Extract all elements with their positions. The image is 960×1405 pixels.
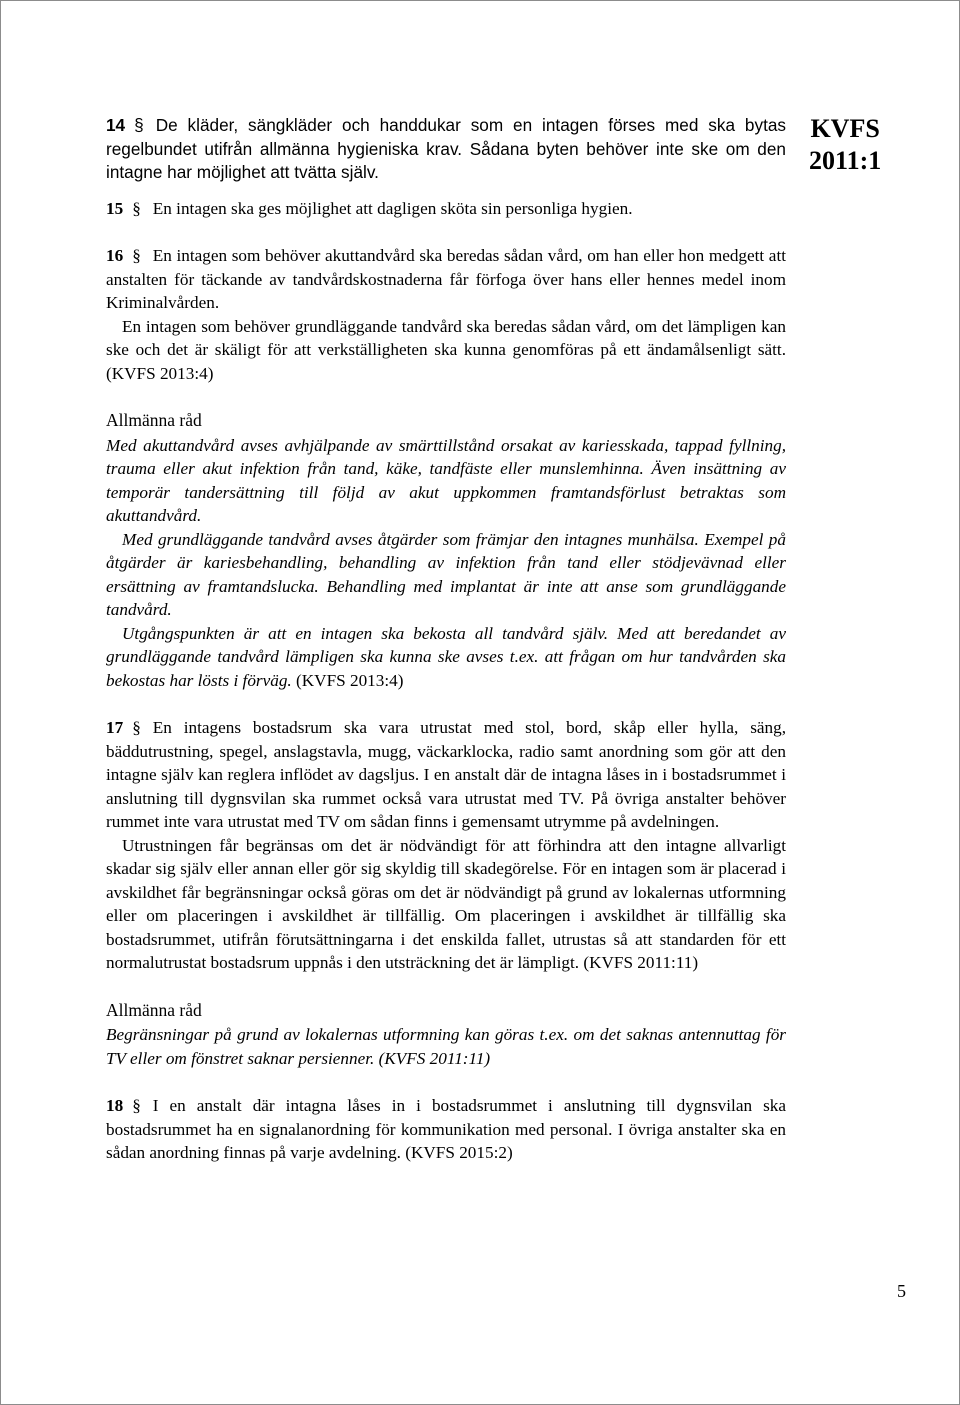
paragraph-15 — [106, 197, 786, 221]
paragraph-17-part-2: Utrustningen får begränsas om det är nödvändigt för att förhindra att den intagne allvarligt skadar sig själv eller annan eller gör sig skyldig till skadegörelse. För en intagen som är placerad i avskildhet får begränsningar också göras om det är nödvändigt på grund av lokalernas utformning eller om placeringen i avskildhet är tillfällig. Om placeringen i avskildhet är tillfällig ska bostadsrummet, utifrån förutsättningarna i det enskilda fallet, utrustas så att standarden för ett normalutrustat bostadsrum uppnås i den utsträckning det är lämpligt. (KVFS 2011:11) — [106, 835, 786, 972]
section-sign: § — [132, 198, 141, 218]
paragraph-text: Begränsningar på grund av lokalernas utformning kan göras t.ex. om det saknas antennuttag för TV eller om fönstret saknar persienner. — [106, 1025, 786, 1068]
section-number: 16 — [106, 246, 124, 265]
paragraph-text: I en anstalt där intagna låses in i bostadsrummet i anslutning till dygnsvilan ska bostadsrummet ha en signalanordning för kommunikation med personal. I övriga anstalter ska en sådan anordning finnas på varje avdelning. (KVFS 2015:2) — [106, 1096, 786, 1162]
header-year: 2011:1 — [809, 146, 882, 175]
section-number: 15 — [106, 198, 124, 218]
general-advice-heading-2: Allmänna råd — [106, 999, 202, 1020]
section-sign: § — [132, 246, 141, 265]
paragraph-14 — [106, 114, 786, 185]
section-number: 14 — [106, 115, 126, 135]
general-advice-paragraph-2: Med grundläggande tandvård avses åtgärder som främjar den intagnes munhälsa. Exempel på åtgärder är kariesbehandling, behandling av infektion från tand eller stödjevävnad eller ersättning av framtandslucka. Behandling med implantat är inte att anse som grundläggande tandvård. — [106, 529, 786, 619]
paragraph-text: De kläder, sängkläder och handdukar som en intagen förses med ska bytas regelbundet utifrån allmänna hygieniska krav. Sådana byten behöver inte ske om den intagne har möjlighet att tvätta själv. — [106, 115, 786, 182]
reference: (KVFS 2011:11) — [374, 1048, 491, 1068]
paragraph-16-part-2 — [106, 315, 786, 386]
paragraph-text: En intagen som behöver akuttandvård ska beredas sådan vård, om han eller hon medgett att anstalten för täckande av tandvårdskostnaderna får förfoga över hans eller hennes medel inom Kriminalvården. — [106, 246, 786, 312]
paragraph-18 — [106, 1094, 786, 1165]
section-number: 18 — [106, 1096, 124, 1115]
section-sign: § — [132, 1096, 141, 1115]
reference: (KVFS 2013:4) — [106, 363, 214, 383]
kvfs-header — [809, 113, 881, 177]
page-number: 5 — [897, 1281, 906, 1301]
general-advice-paragraph-3 — [106, 622, 786, 693]
general-advice-heading: Allmänna råd — [106, 410, 202, 430]
paragraph-text: En intagen som behöver grundläggande tandvård ska beredas sådan vård, om det lämpligen kan ske och det är skäligt för att verkställigheten ska kunna genomföras på ett ändamålsenligt sätt. — [106, 316, 786, 359]
section-sign: § — [132, 718, 141, 737]
document-body — [106, 114, 786, 1165]
section-number: 17 — [106, 718, 124, 737]
paragraph-17 — [106, 716, 786, 834]
general-advice-paragraph-1: Med akuttandvård avses avhjälpande av smärttillstånd orsakat av kariesskada, tappad fyllning, trauma eller akut infektion från tand, käke, tandfäste eller munslemhinna. Även insättning av temporär tandersättning till följd av akut uppkommen framtandsförlust betraktas som akuttandvård. — [106, 435, 786, 525]
paragraph-text: En intagen ska ges möjlighet att dagligen sköta sin personliga hygien. — [152, 198, 633, 218]
paragraph-text: Utgångspunkten är att en intagen ska bekosta all tandvård själv. Med att beredandet av grundläggande tandvård lämpligen ska kunna ske avses t.ex. att frågan om hur tandvården ska bekostas har lösts i förväg. — [106, 623, 786, 690]
general-advice-2-paragraph — [106, 1023, 786, 1070]
paragraph-16 — [106, 244, 786, 315]
paragraph-text: En intagens bostadsrum ska vara utrustat med stol, bord, skåp eller hylla, säng, bäddutrustning, spegel, anslagstavla, mugg, väckarklocka, radio samt anordning som gör att den intagne själv kan reglera inflödet av dagsljus. I en anstalt där de intagna låses in i bostadsrummet i anslutning till dygnsvilan ska rummet också vara utrustat med TV. På övriga anstalter behöver rummet inte vara utrustat med TV om sådan finns i gemensamt utrymme på avdelningen. — [106, 718, 786, 831]
section-sign: § — [134, 115, 144, 135]
reference: (KVFS 2013:4) — [291, 670, 404, 690]
header-code: KVFS — [810, 114, 880, 143]
